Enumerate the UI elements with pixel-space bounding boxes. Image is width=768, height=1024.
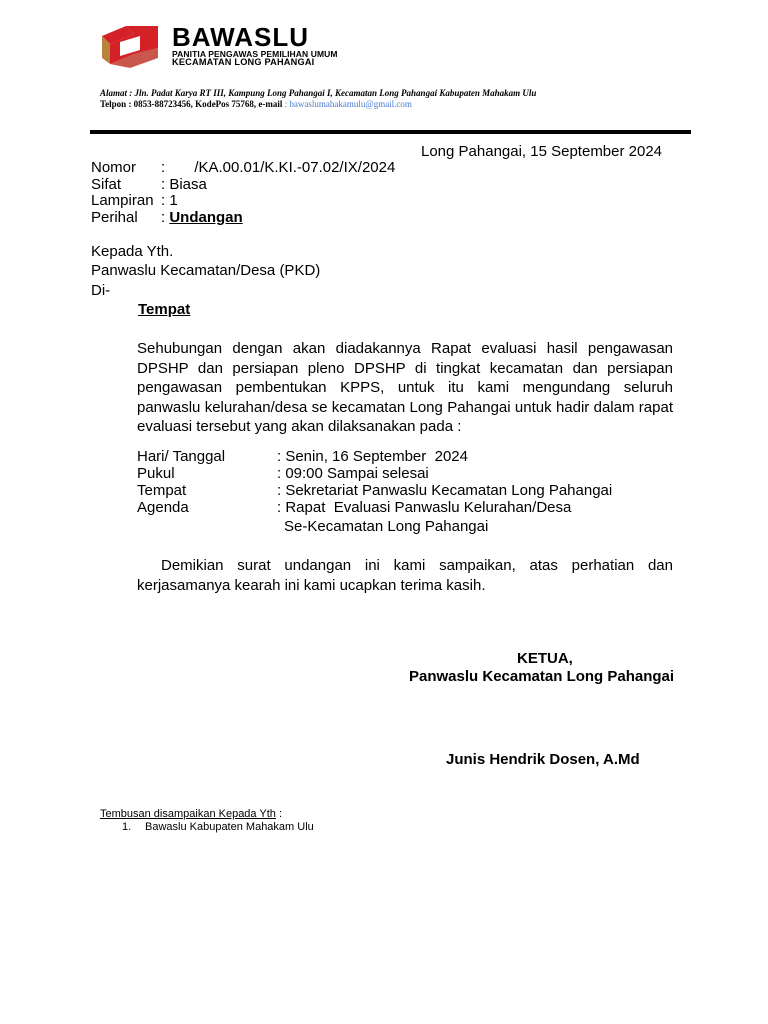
- brand-subtitle-2: KECAMATAN LONG PAHANGAI: [172, 57, 315, 67]
- meta-label-perihal: Perihal: [91, 209, 138, 226]
- phone-line: [100, 99, 412, 110]
- recipient-line-3: Di-: [91, 282, 111, 299]
- address-text: : Jln. Padat Karya RT III, Kampung Long Pahangai I, Kecamatan Long Pahangai Kabupaten Mahakam Ulu: [129, 88, 537, 98]
- agenda-value-time: : 09:00 Sampai selesai: [277, 465, 429, 482]
- agenda-value-place: : Sekretariat Panwaslu Kecamatan Long Pahangai: [277, 482, 613, 499]
- address-line: [100, 88, 536, 99]
- meta-value-lampiran: : 1: [161, 192, 178, 209]
- letter-date: Long Pahangai, 15 September 2024: [421, 143, 663, 160]
- agenda-value-agenda: : Rapat Evaluasi Panwaslu Kelurahan/Desa: [277, 499, 572, 516]
- brand-title: BAWASLU: [172, 22, 309, 52]
- intro-paragraph: Sehubungan dengan akan diadakannya Rapat evaluasi hasil pengawasan DPSHP dan persiapan pleno DPSHP di tingkat kecamatan dan persiapan pengawasan pembentukan KPPS, untuk itu kami mengundang seluruh panwaslu kelurahan/desa se kecamatan Long Pahangai untuk hadir dalam rapat evaluasi tersebut yang akan dilaksanakan pada :: [137, 340, 673, 435]
- bawaslu-logo-icon: [100, 24, 162, 68]
- recipient-line-1: Kepada Yth.: [91, 243, 174, 260]
- meta-label-sifat: Sifat: [91, 176, 122, 193]
- cc-item-number: 1.: [122, 821, 132, 833]
- cc-colon: :: [275, 808, 283, 820]
- agenda-label-agenda: Agenda: [137, 499, 189, 516]
- recipient-place: Tempat: [138, 301, 191, 318]
- subject-undangan: Undangan: [169, 209, 243, 226]
- brand-subtitle-1: PANITIA PENGAWAS PEMILIHAN UMUM: [172, 49, 338, 59]
- closing-paragraph: Demikian surat undangan ini kami sampaikan, atas perhatian dan kerjasamanya kearah ini kami ucapkan terima kasih.: [137, 557, 673, 594]
- agenda-label-date: Hari/ Tanggal: [137, 448, 226, 465]
- header-divider: [90, 130, 691, 134]
- meta-value-sifat: : Biasa: [161, 176, 207, 193]
- agenda-value-date: : Senin, 16 September 2024: [277, 448, 468, 465]
- phone-text: : 0853-88723456, KodePos 75768, e-mail: [128, 99, 283, 109]
- address-label: Alamat: [100, 88, 128, 98]
- agenda-value-continuation: Se-Kecamatan Long Pahangai: [284, 518, 489, 535]
- meta-perihal-prefix: :: [161, 209, 170, 226]
- meta-value-perihal: [161, 209, 243, 226]
- meta-label-lampiran: Lampiran: [91, 192, 154, 209]
- email-link[interactable]: : bawaslumahakamulu@gmail.com: [284, 99, 412, 109]
- meta-value-nomor: : /KA.00.01/K.KI.-07.02/IX/2024: [161, 159, 396, 176]
- cc-heading: [100, 808, 282, 821]
- cc-title: Tembusan disampaikan Kepada Yth: [100, 808, 276, 820]
- signature-title: KETUA,: [517, 650, 573, 667]
- cc-item-text: Bawaslu Kabupaten Mahakam Ulu: [145, 821, 314, 833]
- signatory-name: Junis Hendrik Dosen, A.Md: [446, 751, 640, 768]
- phone-label: Telpon: [100, 99, 127, 109]
- recipient-line-2: Panwaslu Kecamatan/Desa (PKD): [91, 262, 321, 279]
- agenda-label-place: Tempat: [137, 482, 187, 499]
- signature-organization: Panwaslu Kecamatan Long Pahangai: [409, 668, 675, 685]
- meta-label-nomor: Nomor: [91, 159, 137, 176]
- agenda-label-time: Pukul: [137, 465, 175, 482]
